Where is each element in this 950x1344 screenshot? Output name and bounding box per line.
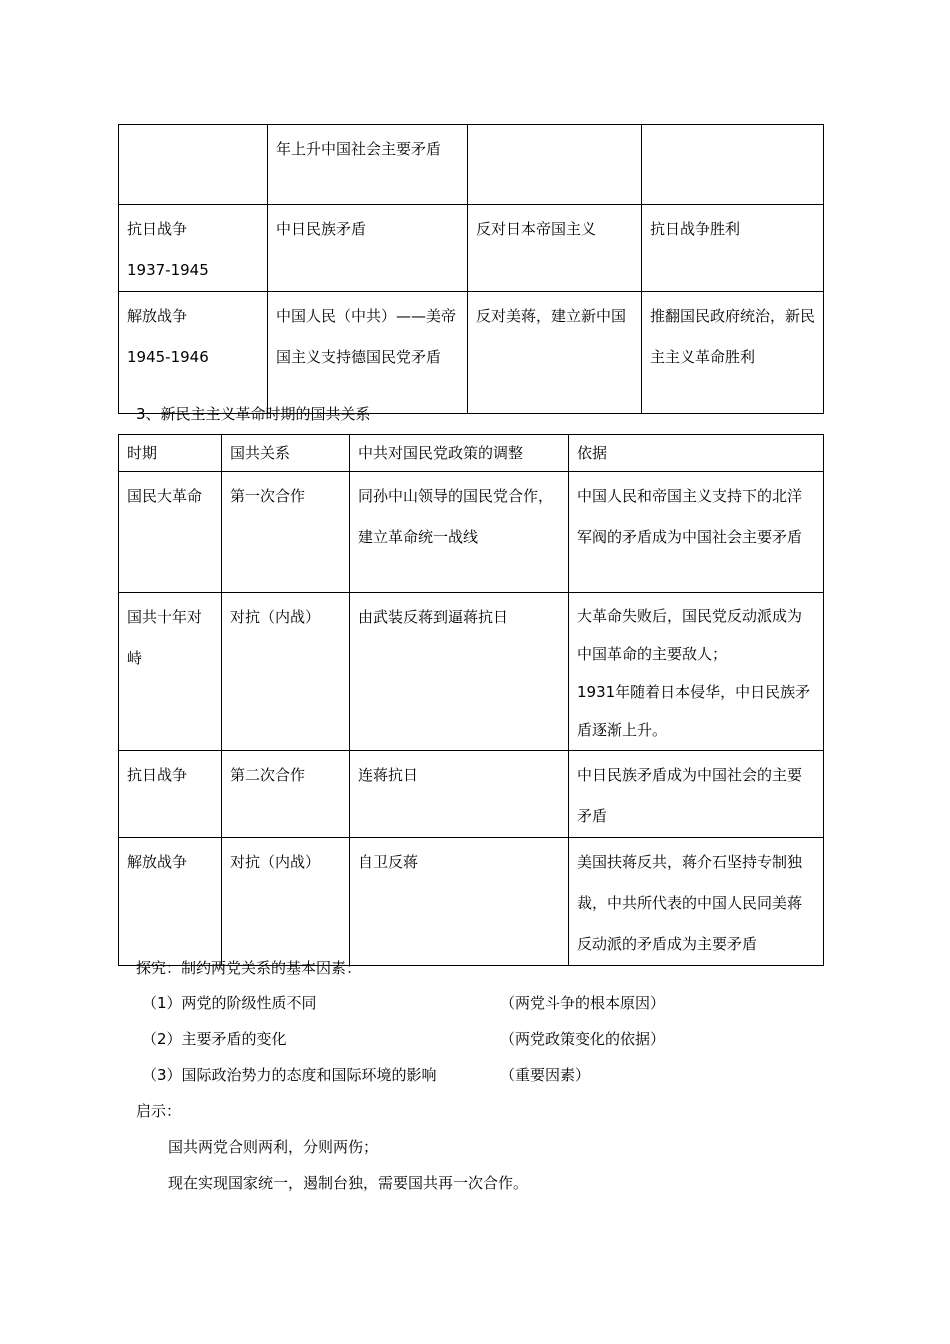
table-cell: 解放战争 (119, 838, 222, 966)
table-cell: 第二次合作 (222, 751, 350, 838)
table-header-cell: 国共关系 (222, 435, 350, 472)
table-cell: 抗日战争 (119, 751, 222, 838)
table-row (119, 205, 824, 292)
table-cell (468, 125, 642, 205)
table-cell: 中日民族矛盾 (268, 205, 468, 292)
table-cell: 大革命失败后，国民党反动派成为中国革命的主要敌人； 1931年随着日本侵华，中日民族矛盾逐渐上升。 (569, 593, 824, 751)
table-cell: 中国人民（中共）——美帝国主义支持德国民党矛盾 (268, 292, 468, 414)
section-title: 3、新民主主义革命时期的国共关系 (136, 405, 371, 423)
table-cell: 美国扶蒋反共，蒋介石坚持专制独裁，中共所代表的中国人民同美蒋反动派的矛盾成为主要矛盾 (569, 838, 824, 966)
table-header-cell: 中共对国民党政策的调整 (350, 435, 569, 472)
explore-item-left: （2）主要矛盾的变化 (142, 1030, 287, 1048)
explore-item-left: （3）国际政治势力的态度和国际环境的影响 (142, 1066, 437, 1084)
table-cell: 国共十年对峙 (119, 593, 222, 751)
table-cell: 自卫反蒋 (350, 838, 569, 966)
table-cell: 第一次合作 (222, 472, 350, 593)
insight-title: 启示： (136, 1102, 182, 1120)
table-cell (119, 125, 268, 205)
explore-item-right: （两党政策变化的依据） (500, 1030, 666, 1048)
table-row (119, 472, 824, 593)
table-row (119, 838, 824, 966)
table-row (119, 751, 824, 838)
table-cell: 抗日战争胜利 (642, 205, 824, 292)
table-kmt-ccp-relations (118, 434, 824, 966)
explore-title: 探究：制约两党关系的基本因素： (136, 959, 362, 977)
table-header-cell: 时期 (119, 435, 222, 472)
insight-line: 国共两党合则两利，分则两伤； (168, 1138, 379, 1156)
table-cell: 国民大革命 (119, 472, 222, 593)
table-cell: 抗日战争 1937-1945 (119, 205, 268, 292)
table-cell: 中日民族矛盾成为中国社会的主要矛盾 (569, 751, 824, 838)
table-row (119, 125, 824, 205)
table-cell: 同孙中山领导的国民党合作，建立革命统一战线 (350, 472, 569, 593)
table-cell: 年上升中国社会主要矛盾 (268, 125, 468, 205)
table-cell: 中国人民和帝国主义支持下的北洋军阀的矛盾成为中国社会主要矛盾 (569, 472, 824, 593)
explore-item-left: （1）两党的阶级性质不同 (142, 994, 317, 1012)
table-cell: 推翻国民政府统治，新民主主义革命胜利 (642, 292, 824, 414)
table-history-periods (118, 124, 824, 414)
table-cell: 反对日本帝国主义 (468, 205, 642, 292)
table-header-cell: 依据 (569, 435, 824, 472)
table-cell: 对抗（内战） (222, 838, 350, 966)
explore-item-right: （两党斗争的根本原因） (500, 994, 666, 1012)
table-cell: 由武装反蒋到逼蒋抗日 (350, 593, 569, 751)
table-row (119, 292, 824, 414)
table-cell: 解放战争 1945-1946 (119, 292, 268, 414)
table-cell: 对抗（内战） (222, 593, 350, 751)
table-cell: 连蒋抗日 (350, 751, 569, 838)
insight-line: 现在实现国家统一，遏制台独，需要国共再一次合作。 (168, 1174, 529, 1192)
table-row (119, 593, 824, 751)
table-cell (642, 125, 824, 205)
table-header-row (119, 435, 824, 472)
explore-item-right: （重要因素） (500, 1066, 591, 1084)
table-cell: 反对美蒋，建立新中国 (468, 292, 642, 414)
